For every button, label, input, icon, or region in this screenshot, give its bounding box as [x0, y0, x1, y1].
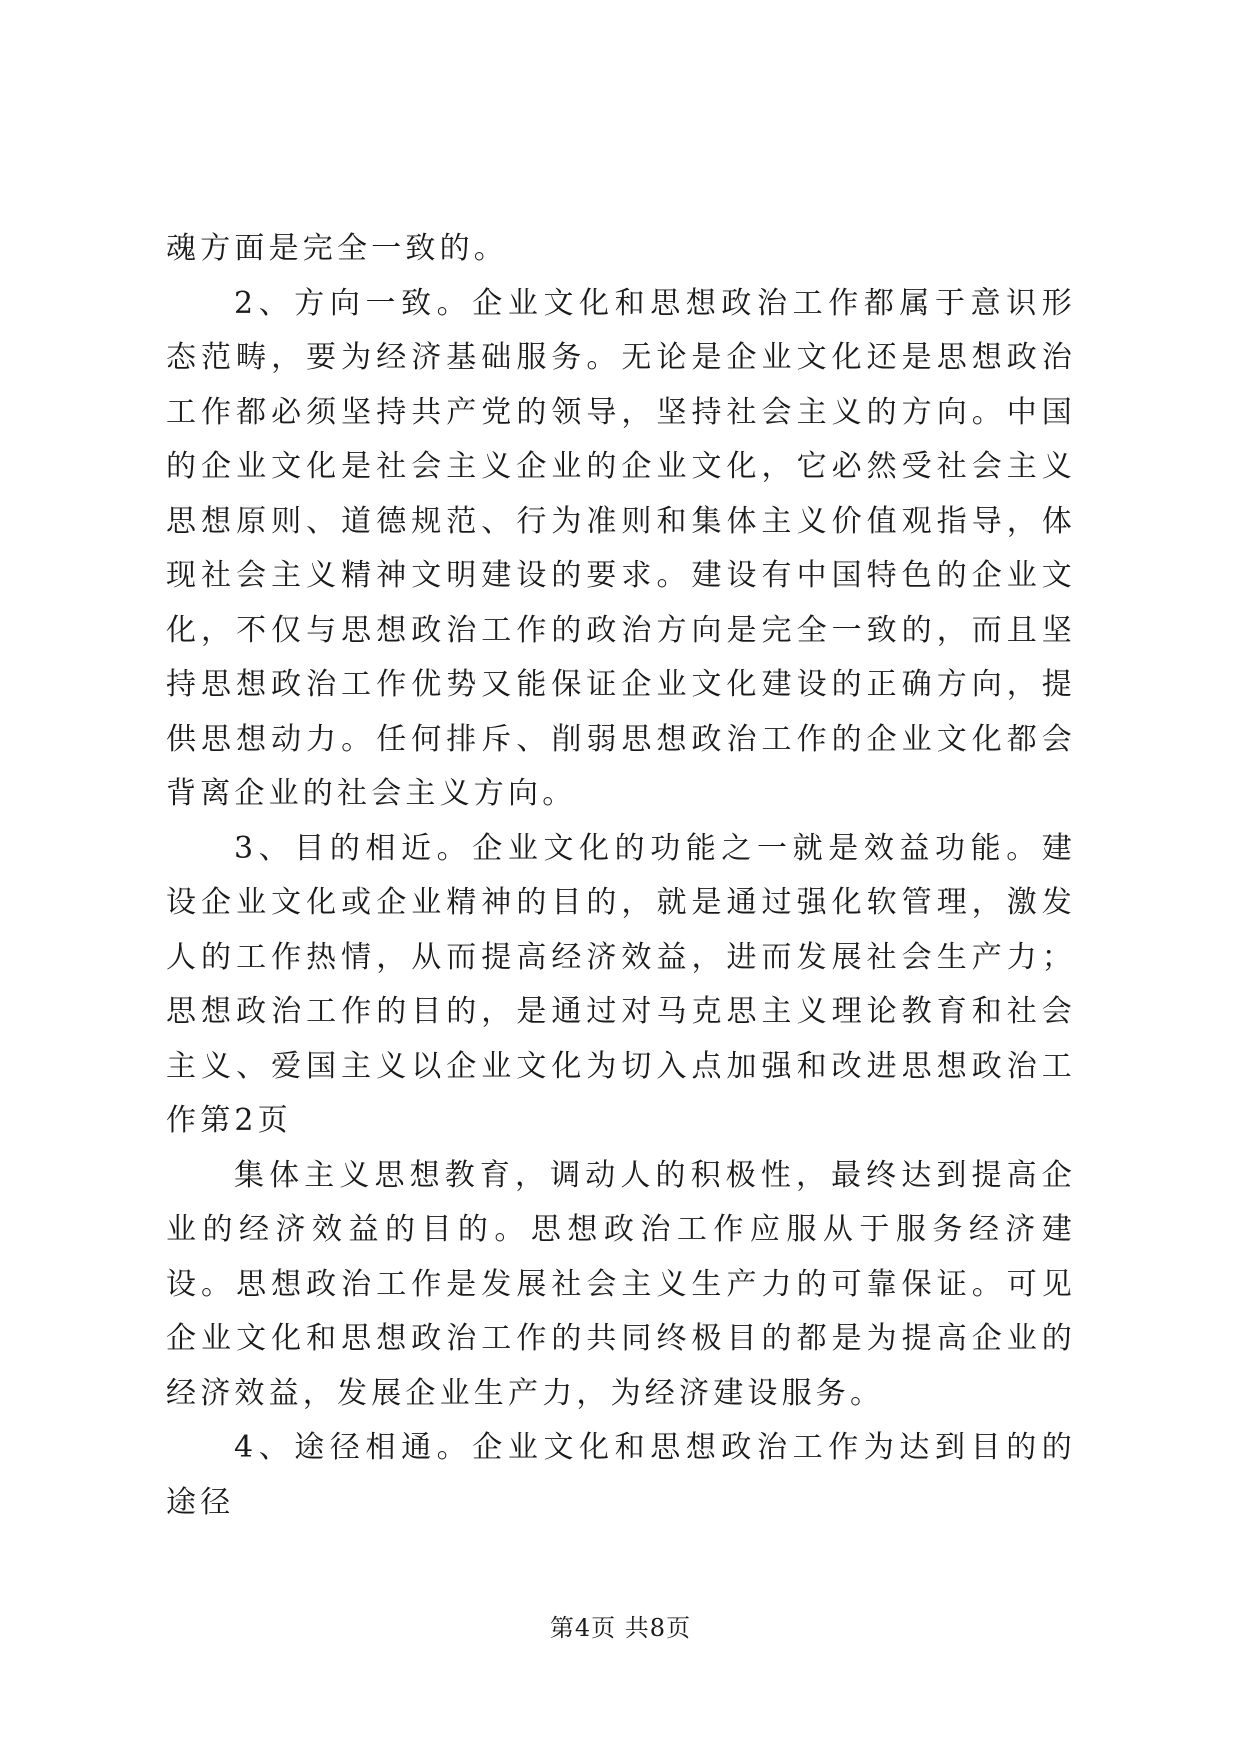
page-number-footer: 第4页 共8页 — [549, 1614, 692, 1642]
document-body — [166, 222, 1076, 1530]
paragraph-3: 3、目的相近。企业文化的功能之一就是效益功能。建设企业文化或企业精神的目的，就是通过强化软管理，激发人的工作热情，从而提高经济效益，进而发展社会生产力；思想政治工作的目的，是通过对马克思主义理论教育和社会主义、爱国主义以企业文化为切入点加强和改进思想政治工作第2页 — [166, 830, 1076, 1138]
paragraph-2: 2、方向一致。企业文化和思想政治工作都属于意识形态范畴，要为经济基础服务。无论是企业文化还是思想政治工作都必须坚持共产党的领导，坚持社会主义的方向。中国的企业文化是社会主义企业的企业文化，它必然受社会主义思想原则、道德规范、行为准则和集体主义价值观指导，体现社会主义精神文明建设的要求。建设有中国特色的企业文化，不仅与思想政治工作的政治方向是完全一致的，而且坚持思想政治工作优势又能保证企业文化建设的正确方向，提供思想动力。任何排斥、削弱思想政治工作的企业文化都会背离企业的社会主义方向。 — [166, 285, 1076, 811]
paragraph-5: 4、途径相通。企业文化和思想政治工作为达到目的的途径 — [166, 1430, 1076, 1520]
paragraph-1: 魂方面是完全一致的。 — [166, 231, 508, 266]
paragraph-4: 集体主义思想教育，调动人的积极性，最终达到提高企业的经济效益的目的。思想政治工作应服从于服务经济建设。思想政治工作是发展社会主义生产力的可靠保证。可见企业文化和思想政治工作的共同终极目的都是为提高企业的经济效益，发展企业生产力，为经济建设服务。 — [166, 1157, 1076, 1411]
